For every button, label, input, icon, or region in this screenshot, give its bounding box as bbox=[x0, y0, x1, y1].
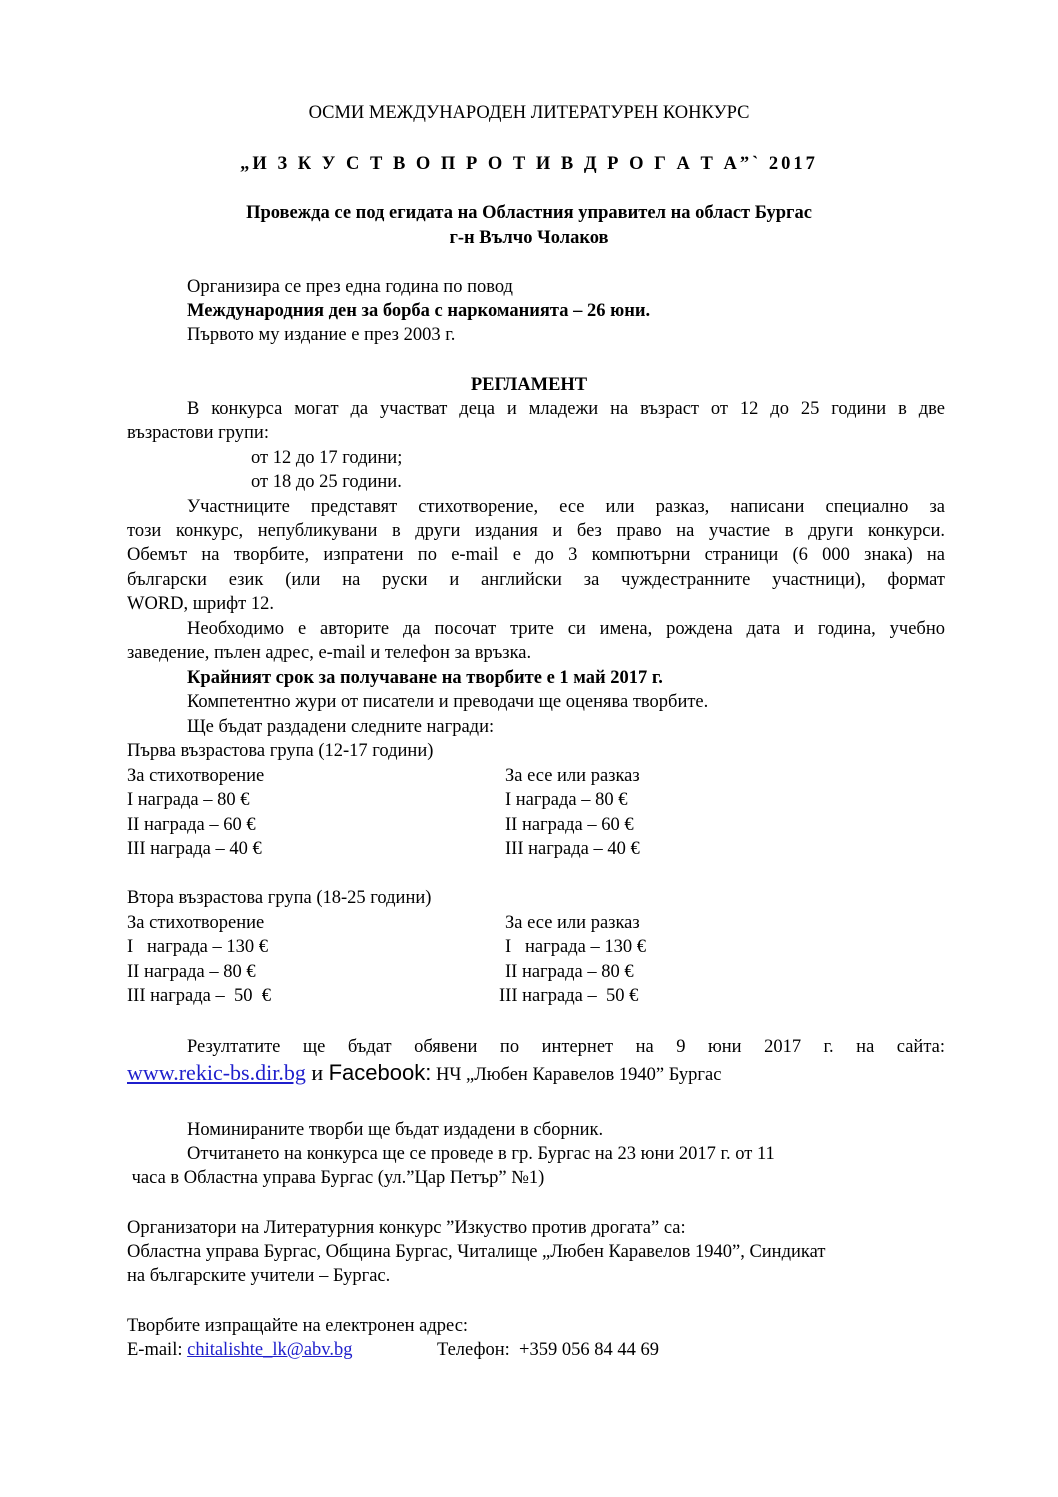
organizers-line-1: Организатори на Литературния конкурс ”Изкуство против дрогата” са: bbox=[127, 1218, 686, 1238]
awards-group-2-poetry-prize-1: I награда – 130 € bbox=[127, 937, 268, 957]
document-title: ОСМИ МЕЖДУНАРОДЕН ЛИТЕРАТУРЕН КОНКУРС bbox=[308, 103, 750, 123]
age-group-1: от 12 до 17 години; bbox=[251, 448, 403, 468]
awards-group-2-prose-prize-2: II награда – 80 € bbox=[505, 962, 634, 982]
rules-p2-line-3: Обемът на творбите, изпратени по e-mail е до 3 компютърни страници (6 000 знака) на bbox=[127, 545, 945, 565]
awards-group-1-title: Първа възрастова група (12-17 години) bbox=[127, 741, 434, 761]
deadline: Крайният срок за получаване на творбите е 1 май 2017 г. bbox=[187, 668, 663, 688]
facebook-page: НЧ „Любен Каравелов 1940” Бургас bbox=[431, 1065, 722, 1085]
awards-group-1-prose-prize-2: II награда – 60 € bbox=[505, 815, 634, 835]
rules-p1-line-1: В конкурса могат да участват деца и младежи на възраст от 12 до 25 години в две bbox=[187, 399, 945, 419]
ceremony-line-2: часа в Областна управа Бургас (ул.”Цар Петър” №1) bbox=[127, 1168, 545, 1188]
phone-line bbox=[437, 1338, 659, 1362]
rules-p2-line-1: Участниците представят стихотворение, есе или разказ, написани специално за bbox=[187, 497, 945, 517]
organizers-line-2: Областна управа Бургас, Община Бургас, Читалище „Любен Каравелов 1940”, Синдикат bbox=[127, 1242, 826, 1262]
awards-group-1-prose-prize-1: I награда – 80 € bbox=[505, 790, 628, 810]
awards-group-2-title: Втора възрастова група (18-25 години) bbox=[127, 888, 432, 908]
email-label: E-mail: bbox=[127, 1340, 188, 1360]
results-line-2 bbox=[127, 1059, 721, 1089]
facebook-label: Facebook: bbox=[328, 1060, 432, 1085]
rules-p2-line-5: WORD, шрифт 12. bbox=[127, 594, 274, 614]
email-link[interactable]: chitalishte_lk@abv.bg bbox=[187, 1340, 353, 1360]
awards-intro: Ще бъдат раздадени следните награди: bbox=[187, 717, 495, 737]
contact-intro: Творбите изпращайте на електронен адрес: bbox=[127, 1316, 469, 1336]
phone-label: Телефон: bbox=[437, 1340, 520, 1360]
awards-group-2-poetry-prize-2: II награда – 80 € bbox=[127, 962, 256, 982]
awards-group-2-poetry-heading: За стихотворение bbox=[127, 913, 265, 933]
awards-group-1-poetry-prize-1: I награда – 80 € bbox=[127, 790, 250, 810]
rules-p2-line-2: този конкурс, непубликувани в други издания и без право на участие в други конкурси. bbox=[127, 521, 945, 541]
age-group-2: от 18 до 25 години. bbox=[251, 472, 402, 492]
awards-group-2-prose-heading: За есе или разказ bbox=[505, 913, 640, 933]
rules-p3-line-1: Необходимо е авторите да посочат трите си имена, рождена дата и година, учебно bbox=[187, 619, 945, 639]
intro-line-1: Организира се през една година по повод bbox=[187, 277, 513, 297]
awards-group-2-prose-prize-3: III награда – 50 € bbox=[499, 986, 639, 1006]
organizers-line-3: на българските учители – Бургас. bbox=[127, 1266, 391, 1286]
rules-p1-line-2: възрастови групи: bbox=[127, 423, 269, 443]
contest-name: „И З К У С Т В О П Р О Т И В Д Р О Г А Т А”` 2017 bbox=[240, 154, 818, 174]
intro-line-2: Международния ден за борба с наркоманията – 26 юни. bbox=[187, 301, 651, 321]
jury-text: Компетентно жури от писатели и преводачи ще оценява творбите. bbox=[187, 692, 709, 712]
patron-line-2: г-н Вълчо Чолаков bbox=[449, 228, 609, 248]
awards-group-2-poetry-prize-3: III награда – 50 € bbox=[127, 986, 272, 1006]
awards-group-1-poetry-prize-3: III награда – 40 € bbox=[127, 839, 262, 859]
website-link[interactable]: www.rekic-bs.dir.bg bbox=[127, 1060, 306, 1085]
ceremony-line-1: Отчитането на конкурса ще се проведе в гр. Бургас на 23 юни 2017 г. от 11 bbox=[187, 1144, 775, 1164]
awards-group-1-poetry-prize-2: II награда – 60 € bbox=[127, 815, 256, 835]
awards-group-1-poetry-heading: За стихотворение bbox=[127, 766, 265, 786]
contact-line bbox=[127, 1338, 352, 1362]
patron-line-1: Провежда се под егидата на Областния управител на област Бургас bbox=[246, 203, 812, 223]
results-and-text: и bbox=[305, 1060, 329, 1085]
awards-group-1-prose-heading: За есе или разказ bbox=[505, 766, 640, 786]
phone-number: +359 056 84 44 69 bbox=[519, 1340, 659, 1360]
rules-p2-line-4: български език (или на руски и английски за чуждестранните участници), формат bbox=[127, 570, 945, 590]
results-line-1: Резултатите ще бъдат обявени по интернет на 9 юни 2017 г. на сайта: bbox=[187, 1037, 945, 1057]
rules-p3-line-2: заведение, пълен адрес, e-mail и телефон за връзка. bbox=[127, 643, 532, 663]
awards-group-1-prose-prize-3: III награда – 40 € bbox=[505, 839, 640, 859]
rules-heading: РЕГЛАМЕНТ bbox=[470, 375, 588, 395]
nominated-text: Номинираните творби ще бъдат издадени в сборник. bbox=[187, 1120, 604, 1140]
intro-line-3: Първото му издание е през 2003 г. bbox=[187, 325, 456, 345]
awards-group-2-prose-prize-1: I награда – 130 € bbox=[505, 937, 646, 957]
